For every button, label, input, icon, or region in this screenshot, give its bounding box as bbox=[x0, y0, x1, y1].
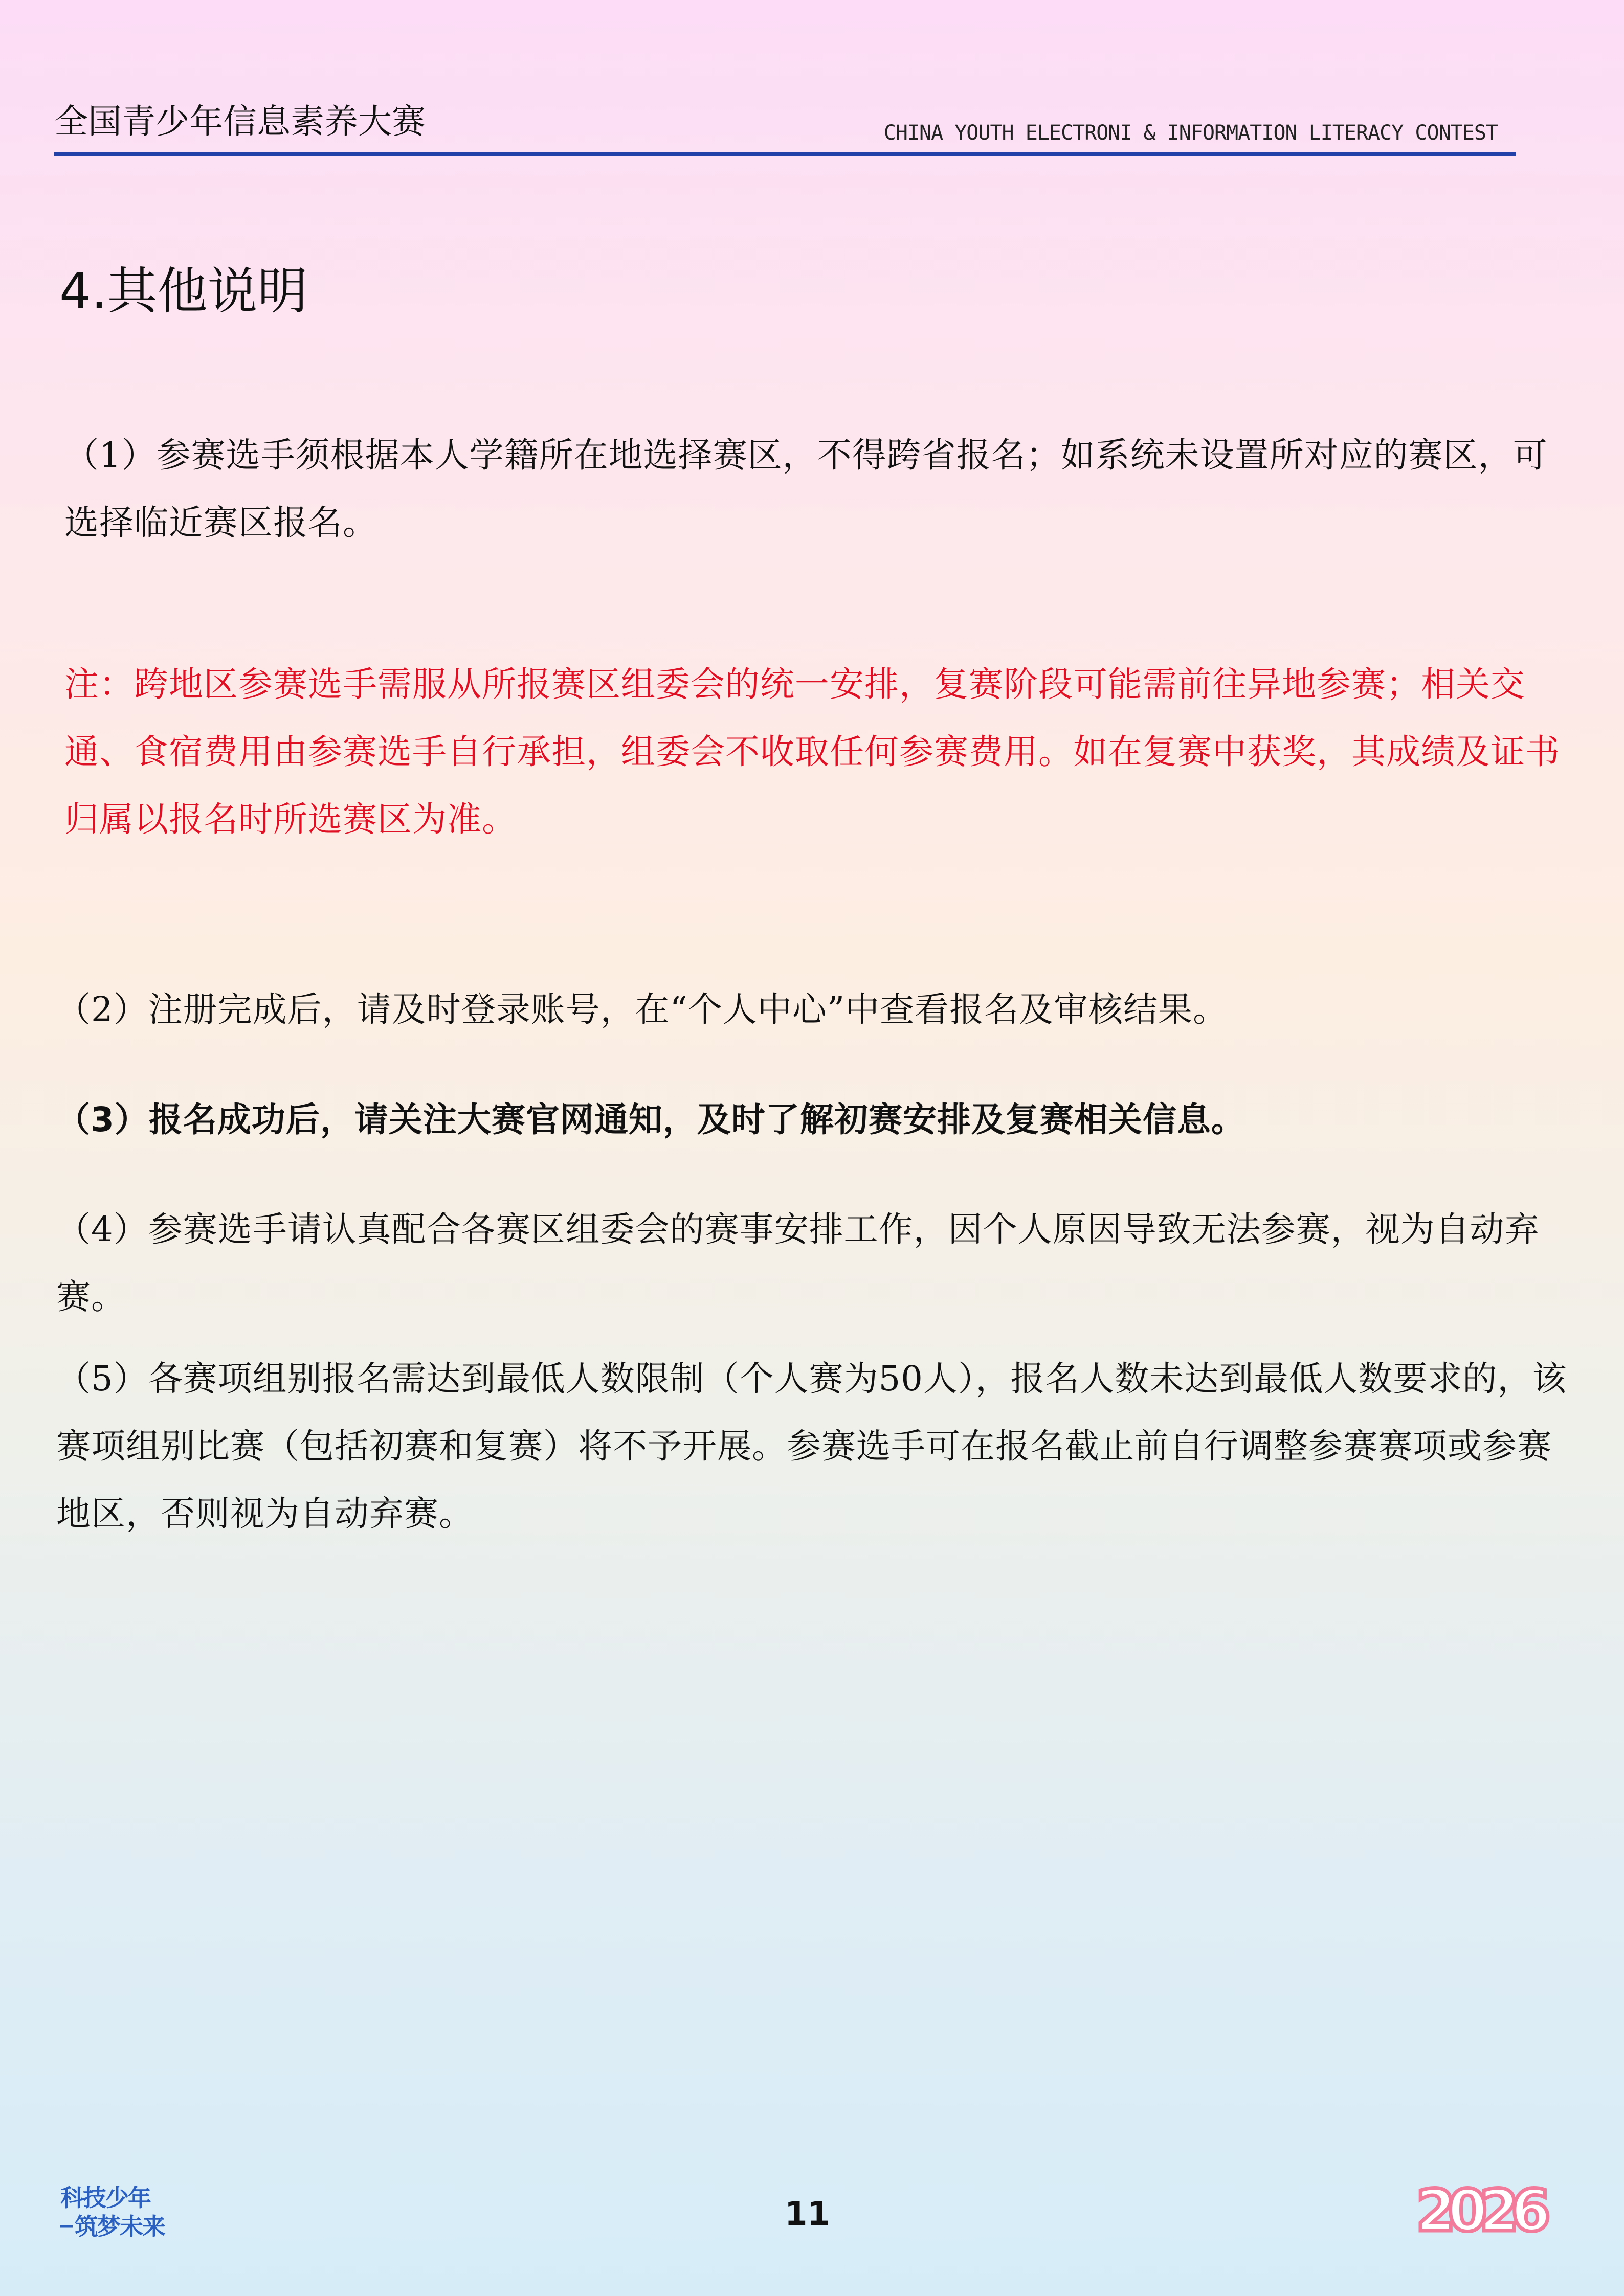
header-subtitle-en: CHINA YOUTH ELECTRONI & INFORMATION LITERACY CONTEST bbox=[883, 121, 1498, 145]
logo-line-1: 科技少年 bbox=[60, 2184, 150, 2212]
slogan-logo bbox=[57, 2179, 195, 2241]
logo-line-2: 筑梦未来 bbox=[75, 2213, 165, 2240]
section-heading: 4.其他说明 bbox=[59, 262, 308, 321]
header-title: 全国青少年信息素养大赛 bbox=[54, 102, 426, 141]
note-paragraph: 注：跨地区参赛选手需服从所报赛区组委会的统一安排，复赛阶段可能需前往异地参赛；相关交通、食宿费用由参赛选手自行承担，组委会不收取任何参赛费用。如在复赛中获奖，其成绩及证书归属以报名时所选赛区为准。 bbox=[64, 664, 1560, 839]
year-badge-text: 2026 bbox=[1416, 2178, 1543, 2244]
paragraph-1: （1）参赛选手须根据本人学籍所在地选择赛区，不得跨省报名；如系统未设置所对应的赛区，可选择临近赛区报名。 bbox=[64, 435, 1548, 543]
page-number: 11 bbox=[785, 2195, 831, 2233]
paragraph-5: （5）各赛项组别报名需达到最低人数限制（个人赛为50人），报名人数未达到最低人数要求的，该赛项组别比赛（包括初赛和复赛）将不予开展。参赛选手可在报名截止前自行调整参赛赛项或参赛地区，否则视为自动弃赛。 bbox=[56, 1359, 1567, 1534]
paragraph-4: （4）参赛选手请认真配合各赛区组委会的赛事安排工作，因个人原因导致无法参赛，视为自动弃赛。 bbox=[56, 1209, 1540, 1317]
header-divider bbox=[54, 152, 1516, 156]
paragraph-2: （2）注册完成后，请及时登录账号，在“个人中心”中查看报名及审核结果。 bbox=[56, 989, 1228, 1029]
year-badge bbox=[1416, 2175, 1543, 2244]
paragraph-3: （3）报名成功后，请关注大赛官网通知，及时了解初赛安排及复赛相关信息。 bbox=[56, 1100, 1245, 1139]
